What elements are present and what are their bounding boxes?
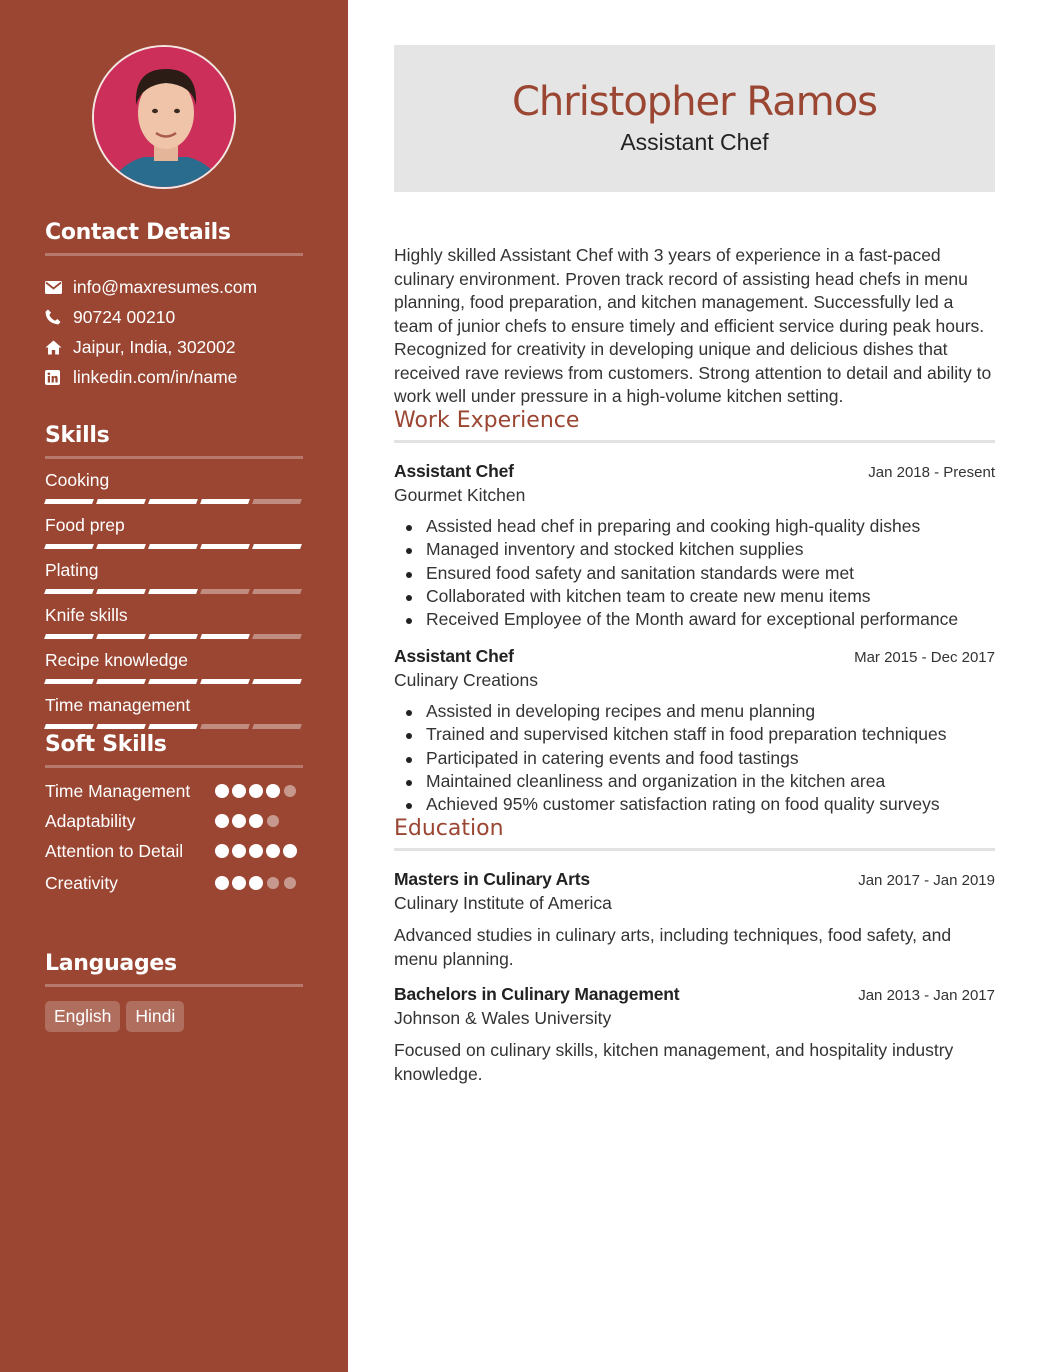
skills-list	[45, 468, 303, 736]
rating-dot	[249, 784, 263, 798]
job-dates: Mar 2015 - Dec 2017	[854, 649, 995, 666]
skill-level-bar	[45, 627, 303, 646]
contact-address	[45, 332, 303, 362]
skills-section	[45, 423, 303, 736]
rating-dot	[215, 814, 229, 828]
languages-list	[45, 1001, 303, 1032]
contact-phone	[45, 302, 303, 332]
skill-level-bar	[45, 582, 303, 601]
contact-email	[45, 272, 303, 302]
education-description: Advanced studies in culinary arts, including techniques, food safety, and menu planning.	[394, 925, 952, 969]
skill-level-segment	[252, 679, 302, 684]
job-bullet: Assisted in developing recipes and menu planning	[394, 700, 995, 723]
rating-dot	[232, 814, 246, 828]
degree-title: Bachelors in Culinary Management	[394, 984, 680, 1004]
skill-level-segment	[200, 724, 250, 729]
skill-level-bar	[45, 492, 303, 511]
skill-level-segment	[148, 499, 198, 504]
skills-heading: Skills	[45, 423, 303, 459]
job-bullet: Trained and supervised kitchen staff in food preparation techniques	[394, 723, 995, 746]
soft-skill-rating	[215, 840, 303, 863]
skill-level-segment	[148, 544, 198, 549]
education-description: Focused on culinary skills, kitchen management, and hospitality industry knowledge.	[394, 1040, 954, 1084]
skill-name: Knife skills	[45, 605, 128, 625]
education-entry	[394, 984, 995, 1086]
rating-dot	[284, 785, 296, 797]
soft-skill-rating	[215, 810, 303, 833]
job-bullets	[394, 700, 995, 816]
candidate-role: Assistant Chef	[620, 129, 769, 155]
soft-skill-row	[45, 872, 303, 895]
contact-email-text[interactable]: info@maxresumes.com	[73, 276, 258, 297]
contact-section	[45, 220, 303, 392]
skill-level-segment	[200, 634, 250, 639]
skill-level-segment	[200, 544, 250, 549]
skill-level-segment	[96, 589, 146, 594]
skill-level-segment	[44, 724, 94, 729]
header-box	[394, 45, 995, 192]
school-name: Johnson & Wales University	[394, 1008, 612, 1028]
contact-address-text: Jaipur, India, 302002	[73, 336, 236, 357]
skill-name: Recipe knowledge	[45, 650, 189, 670]
soft-skills-list	[45, 780, 303, 895]
education-entry	[394, 869, 995, 971]
soft-skill-row	[45, 780, 303, 803]
skill-level-segment	[252, 634, 302, 639]
soft-skill-row	[45, 840, 303, 863]
rating-dot	[232, 784, 246, 798]
skill-level-segment	[96, 544, 146, 549]
candidate-name: Christopher Ramos	[511, 79, 878, 125]
linkedin-icon	[45, 370, 73, 385]
skill-level-segment	[148, 589, 198, 594]
languages-heading: Languages	[45, 951, 303, 987]
home-icon	[45, 340, 73, 355]
rating-dot	[215, 784, 229, 798]
education-heading: Education	[394, 816, 995, 851]
rating-dot	[215, 876, 229, 890]
job-bullet: Assisted head chef in preparing and cooking high-quality dishes	[394, 515, 995, 538]
job-title: Assistant Chef	[394, 646, 514, 666]
skill-level-segment	[44, 544, 94, 549]
skill-level-segment	[148, 679, 198, 684]
skill-level-segment	[44, 634, 94, 639]
rating-dot	[266, 784, 280, 798]
soft-skill-rating	[215, 872, 303, 895]
skill-name: Food prep	[45, 515, 125, 535]
rating-dot	[232, 844, 246, 858]
rating-dot	[249, 876, 263, 890]
rating-dot	[267, 877, 279, 889]
languages-section	[45, 951, 303, 1032]
job-bullet: Achieved 95% customer satisfaction rating on food quality surveys	[394, 793, 995, 816]
skill-level-segment	[148, 724, 198, 729]
job-bullet: Ensured food safety and sanitation standards were met	[394, 562, 995, 585]
skill-name: Cooking	[45, 470, 110, 490]
skill-level-segment	[252, 544, 302, 549]
contact-phone-text: 90724 00210	[73, 306, 176, 327]
rating-dot	[232, 876, 246, 890]
job-employer: Culinary Creations	[394, 670, 538, 690]
soft-skill-name: Attention to Detail	[45, 841, 184, 861]
work-experience-heading: Work Experience	[394, 408, 995, 443]
skill-level-segment	[96, 499, 146, 504]
skill-name: Plating	[45, 560, 99, 580]
soft-skill-rating	[215, 780, 303, 803]
soft-skill-name: Adaptability	[45, 811, 136, 831]
soft-skill-name: Time Management	[45, 781, 191, 801]
skill-level-segment	[252, 724, 302, 729]
education-dates: Jan 2017 - Jan 2019	[858, 872, 995, 889]
job-dates: Jan 2018 - Present	[868, 464, 995, 481]
skill-level-segment	[252, 589, 302, 594]
skill-level-segment	[200, 679, 250, 684]
contact-heading: Contact Details	[45, 220, 303, 256]
contact-linkedin-text[interactable]: linkedin.com/in/name	[73, 366, 238, 387]
rating-dot	[249, 844, 263, 858]
soft-skills-heading: Soft Skills	[45, 732, 303, 768]
envelope-icon	[45, 281, 73, 294]
skill-level-segment	[252, 499, 302, 504]
skill-level-segment	[96, 724, 146, 729]
skill-level-segment	[200, 589, 250, 594]
soft-skills-section	[45, 732, 303, 895]
skill-level-segment	[96, 634, 146, 639]
job-bullet: Managed inventory and stocked kitchen supplies	[394, 538, 995, 561]
job-bullet: Received Employee of the Month award for exceptional performance	[394, 608, 995, 631]
job-bullet: Maintained cleanliness and organization in the kitchen area	[394, 770, 995, 793]
job-bullet: Collaborated with kitchen team to create new menu items	[394, 585, 995, 608]
phone-icon	[45, 309, 73, 325]
skill-level-bar	[45, 537, 303, 556]
profile-summary: Highly skilled Assistant Chef with 3 years of experience in a fast-paced culinary environment. Proven track record of assisting head chefs in menu planning, food preparation, and kitchen management. Successfully led a team of junior chefs to ensure timely and efficient service during peak hours. Recognized for creativity in developing unique and delicious dishes that received rave reviews from customers. Strong attention to detail and ability to work well under pressure in a high-volume kitchen setting.	[394, 245, 992, 406]
sidebar	[0, 0, 348, 1372]
profile-photo	[92, 45, 236, 189]
contact-linkedin	[45, 362, 303, 392]
soft-skill-name: Creativity	[45, 873, 118, 893]
skill-level-bar	[45, 672, 303, 691]
job-bullet: Participated in catering events and food tastings	[394, 747, 995, 770]
skill-level-segment	[44, 589, 94, 594]
job-employer: Gourmet Kitchen	[394, 485, 526, 505]
soft-skill-row	[45, 810, 303, 833]
skill-level-segment	[148, 634, 198, 639]
rating-dot	[266, 844, 280, 858]
rating-dot	[215, 844, 229, 858]
job-entry	[394, 646, 995, 816]
skill-level-segment	[96, 679, 146, 684]
rating-dot	[249, 814, 263, 828]
skill-level-segment	[44, 679, 94, 684]
job-title: Assistant Chef	[394, 461, 514, 481]
school-name: Culinary Institute of America	[394, 893, 612, 913]
degree-title: Masters in Culinary Arts	[394, 869, 590, 889]
job-entry	[394, 461, 995, 631]
rating-dot	[267, 815, 279, 827]
skill-level-segment	[200, 499, 250, 504]
job-bullets	[394, 515, 995, 631]
rating-dot	[284, 877, 296, 889]
language-tag: English	[45, 1001, 120, 1032]
rating-dot	[283, 844, 297, 858]
skill-name: Time management	[45, 695, 191, 715]
language-tag: Hindi	[126, 1001, 184, 1032]
skill-level-segment	[44, 499, 94, 504]
education-dates: Jan 2013 - Jan 2017	[858, 987, 995, 1004]
